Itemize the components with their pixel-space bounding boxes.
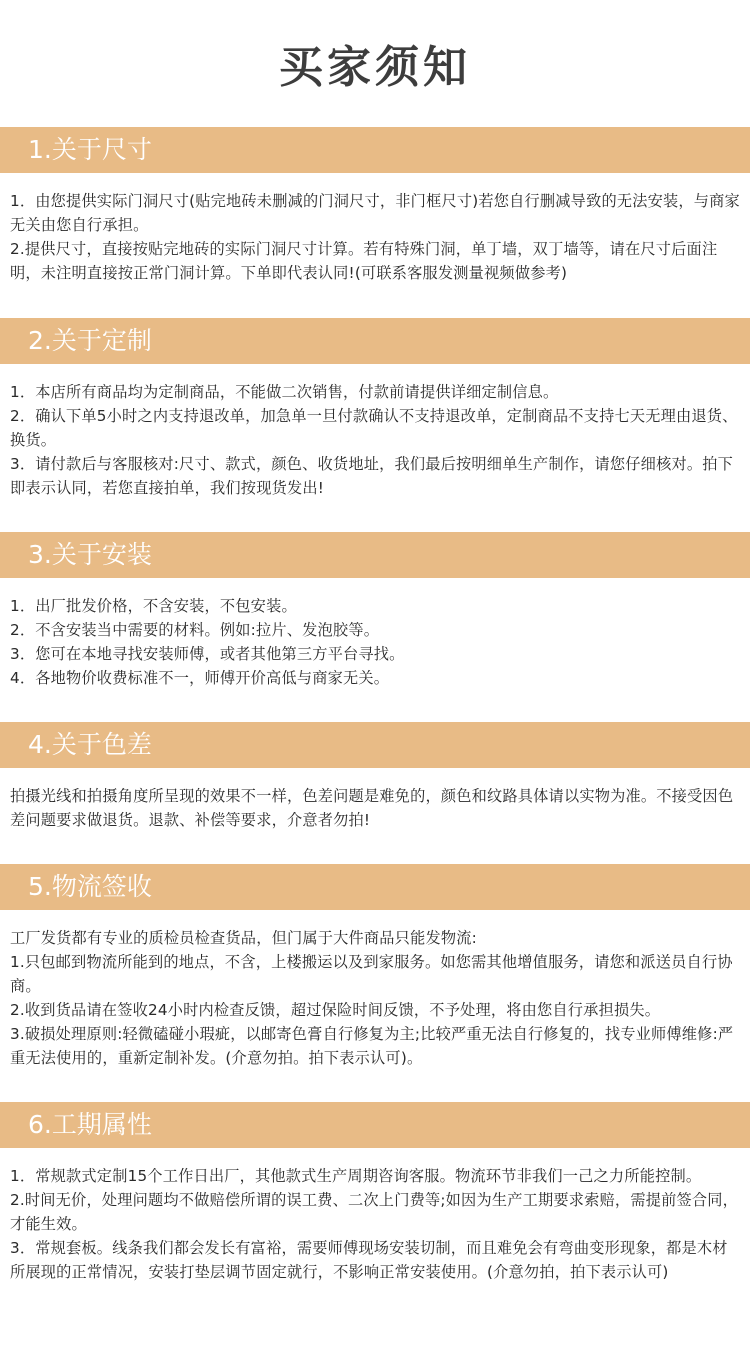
section-heading: 6.工期属性 [28,1110,152,1139]
section-color-difference [0,722,750,832]
paragraph: 3.破损处理原则:轻微磕碰小瑕疵，以邮寄色膏自行修复为主;比较严重无法自行修复的，找专业师傅维修:严重无法使用的，重新定制补发。(介意勿拍。拍下表示认可)。 [10,1025,734,1067]
paragraph: 2.时间无价，处理问题均不做赔偿所谓的误工费、二次上门费等;如因为生产工期要求索赔，需提前签合同，才能生效。 [10,1191,739,1233]
section-lead-time [0,1102,750,1284]
section-header-bar [0,722,750,768]
paragraph: 3．您可在本地寻找安装师傅，或者其他第三方平台寻找。 [10,645,405,663]
paragraph: 3．请付款后与客服核对:尺寸、款式，颜色、收货地址，我们最后按明细单生产制作，请您仔细核对。拍下即表示认同，若您直接拍单，我们按现货发出! [10,455,734,497]
section-heading: 5.物流签收 [28,872,152,901]
paragraph: 1．由您提供实际门洞尺寸(贴完地砖未删减的门洞尺寸，非门框尺寸)若您自行删减导致的无法安装，与商家无关由您自行承担。 [10,192,740,234]
section-body [0,189,750,285]
section-header-bar [0,318,750,364]
section-size [0,127,750,285]
section-customization [0,318,750,500]
paragraph: 工厂发货都有专业的质检员检查货品，但门属于大件商品只能发物流: [10,929,477,947]
section-header-bar [0,532,750,578]
section-heading: 4.关于色差 [28,730,152,759]
paragraph: 1.只包邮到物流所能到的地点，不含，上楼搬运以及到家服务。如您需其他增值服务，请您和派送员自行协商。 [10,953,733,995]
section-heading: 1.关于尺寸 [28,135,152,164]
section-body [0,784,750,832]
paragraph: 4．各地物价收费标准不一，师傅开价高低与商家无关。 [10,669,390,687]
paragraph: 1．出厂批发价格，不含安装，不包安装。 [10,597,297,615]
section-body [0,1164,750,1284]
paragraph: 2．确认下单5小时之内支持退改单，加急单一旦付款确认不支持退改单，定制商品不支持七天无理由退货、换货。 [10,407,738,449]
section-body [0,926,750,1070]
paragraph: 3．常规套板。线条我们都会发长有富裕，需要师傅现场安装切制，而且难免会有弯曲变形现象，都是木材所展现的正常情况，安装打垫层调节固定就行，不影响正常安装使用。(介意勿拍，拍下表示认可) [10,1239,728,1281]
section-header-bar [0,1102,750,1148]
section-logistics [0,864,750,1070]
section-installation [0,532,750,690]
page-title: 买家须知 [279,42,471,93]
paragraph: 2．不含安装当中需要的材料。例如:拉片、发泡胶等。 [10,621,380,639]
paragraph: 拍摄光线和拍摄角度所呈现的效果不一样，色差问题是难免的，颜色和纹路具体请以实物为准。不接受因色差问题要求做退货。退款、补偿等要求，介意者勿拍! [10,787,734,829]
section-header-bar [0,127,750,173]
section-header-bar [0,864,750,910]
paragraph: 2.提供尺寸，直接按贴完地砖的实际门洞尺寸计算。若有特殊门洞，单丁墙，双丁墙等，请在尺寸后面注明，未注明直接按正常门洞计算。下单即代表认同!(可联系客服发测量视频做参考) [10,240,718,282]
paragraph: 1．常规款式定制15个工作日出厂，其他款式生产周期咨询客服。物流环节非我们一己之力所能控制。 [10,1167,702,1185]
section-body [0,380,750,500]
paragraph: 2.收到货品请在签收24小时内检查反馈，超过保险时间反馈，不予处理，将由您自行承担损失。 [10,1001,661,1019]
section-body [0,594,750,690]
section-heading: 2.关于定制 [28,326,152,355]
section-heading: 3.关于安装 [28,540,152,569]
paragraph: 1．本店所有商品均为定制商品，不能做二次销售，付款前请提供详细定制信息。 [10,383,559,401]
